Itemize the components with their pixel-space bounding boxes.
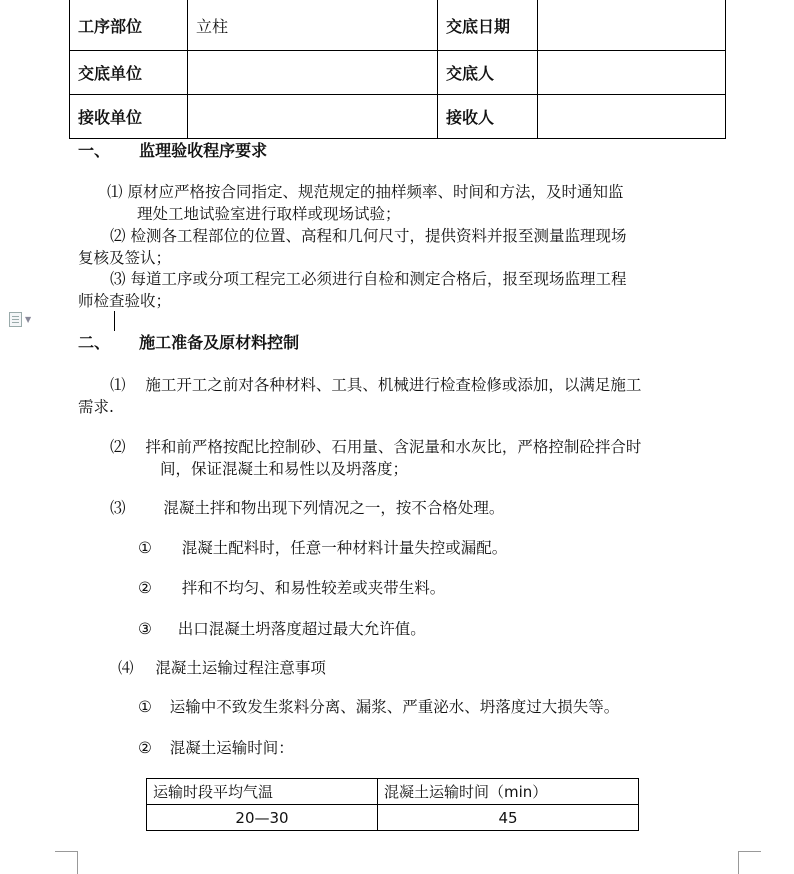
s1-item1-num: ⑴ [107,183,123,201]
s2-item4-sub2-num: ② [138,739,152,757]
s1-item2-text: 检测各工程部位的位置、高程和几何尺寸，提供资料并报至测量监理现场 [130,227,627,245]
s2-sub2-num: ② [138,579,152,597]
s2-item2-line2: 间，保证混凝土和易性以及坍落度； [160,460,409,478]
table-row [70,95,726,139]
table-row [70,51,726,95]
s2-item4-sub1-text: 运输中不致发生浆料分离、漏浆、严重泌水、坍落度过大损失等。 [169,698,620,716]
s1-item3-text: 每道工序或分项工程完工必须进行自检和测定合格后，报至现场监理工程 [130,270,627,288]
s2-item3-text: 混凝土拌和物出现下列情况之一，按不合格处理。 [163,499,505,517]
paragraph-document-icon[interactable] [9,312,22,327]
table-row [147,779,639,805]
s2-item4-num: ⑷ [118,659,134,677]
s2-item4 [118,657,326,679]
s2-sub2 [138,577,445,599]
s2-item4-sub2 [138,737,294,759]
value-briefing-person[interactable] [538,51,726,95]
s2-item4-text: 混凝土运输过程注意事项 [155,659,326,677]
transport-col1-value: 20—30 [147,805,378,831]
s2-item3-num: ⑶ [110,499,126,517]
s2-item1-text: 施工开工之前对各种材料、工具、机械进行检查检修或添加，以满足施工 [145,376,642,394]
page-corner-mark-right [738,851,761,874]
section2-number: 二、 [78,333,111,352]
s1-item2-line2: 复核及签认； [78,249,172,267]
s2-item4-sub2-text: 混凝土运输时间： [169,739,294,757]
label-receiver: 接收人 [438,95,538,139]
section1-title: 监理验收程序要求 [139,141,268,160]
s2-item4-sub1 [138,696,619,718]
table-row [147,805,639,831]
section1-number: 一、 [78,141,111,160]
s2-sub3 [138,618,426,640]
transport-col1-header: 运输时段平均气温 [147,779,378,805]
table-row [70,0,726,51]
s1-item1-text: 原材应严格按合同指定、规范规定的抽样频率、时间和方法，及时通知监 [127,183,624,201]
section2-heading [78,332,299,354]
value-briefing-unit[interactable] [188,51,438,95]
s2-sub3-num: ③ [138,620,152,638]
s1-item1-line2: 理处工地试验室进行取样或现场试验； [137,205,401,223]
label-briefing-unit: 交底单位 [70,51,188,95]
label-process-part: 工序部位 [70,0,188,51]
s2-sub3-text: 出口混凝土坍落度超过最大允许值。 [177,620,426,638]
s1-item2-line1 [110,225,626,247]
transport-time-table [146,778,639,831]
s2-item1-line1 [110,374,641,396]
value-process-part[interactable]: 立柱 [188,0,438,51]
s2-item2-text: 拌和前严格按配比控制砂、石用量、含泥量和水灰比，严格控制砼拌合时 [145,438,642,456]
s1-item1-line1 [107,181,623,203]
section2-title: 施工准备及原材料控制 [139,333,300,352]
value-briefing-date[interactable] [538,0,726,51]
s2-sub1-num: ① [138,539,152,557]
s1-item3-line1 [110,268,626,290]
value-receiving-unit[interactable] [188,95,438,139]
s2-item2-num: ⑵ [110,438,126,456]
s1-item3-line2: 师检查验收； [78,292,172,310]
caret-down-icon[interactable]: ▼ [25,315,32,324]
label-briefing-date: 交底日期 [438,0,538,51]
value-receiver[interactable] [538,95,726,139]
s2-item1-line2: 需求. [78,398,114,416]
s2-item4-sub1-num: ① [138,698,152,716]
transport-col2-header: 混凝土运输时间（min） [378,779,639,805]
s2-sub2-text: 拌和不均匀、和易性较差或夹带生料。 [181,579,446,597]
transport-col2-value: 45 [378,805,639,831]
info-table [69,0,726,139]
s2-item1-num: ⑴ [110,376,126,394]
label-briefing-person: 交底人 [438,51,538,95]
section1-heading [78,140,267,162]
s2-sub1-text: 混凝土配料时，任意一种材料计量失控或漏配。 [181,539,508,557]
page-corner-mark-left [55,851,78,874]
label-receiving-unit: 接收单位 [70,95,188,139]
s1-item3-num: ⑶ [110,270,126,288]
text-cursor [114,311,115,331]
s2-item2-line1 [110,436,641,458]
s2-item3-line1 [110,497,504,519]
s2-sub1 [138,537,507,559]
s1-item2-num: ⑵ [110,227,126,245]
